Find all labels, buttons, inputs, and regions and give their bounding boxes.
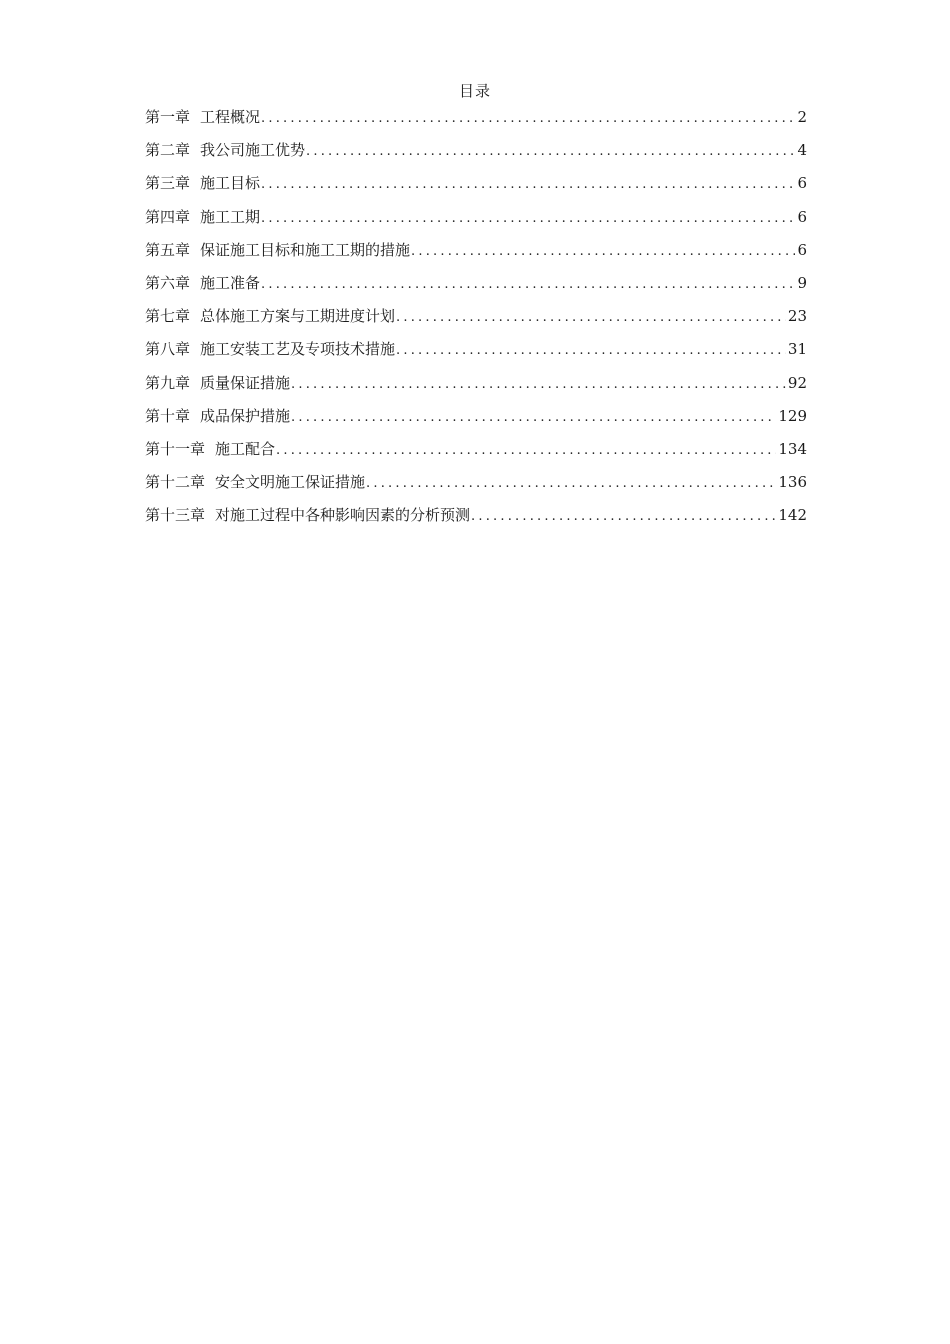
toc-page-number: 134: [778, 439, 807, 458]
toc-chapter-number: 第十章: [145, 406, 191, 425]
toc-dot-leader: [306, 141, 795, 163]
toc-chapter-title: 施工工期: [200, 207, 261, 226]
toc-page-number: 2: [797, 108, 807, 126]
toc-entry[interactable]: [145, 239, 807, 272]
toc-entry[interactable]: [145, 438, 807, 471]
toc-chapter-number: 第六章: [145, 273, 191, 292]
toc-list: [145, 106, 807, 537]
toc-dot-leader: [276, 440, 776, 462]
toc-chapter-number: 第一章: [145, 108, 191, 126]
toc-dot-leader: [291, 407, 776, 429]
toc-page-number: 6: [797, 174, 807, 193]
toc-chapter-title: 保证施工目标和施工工期的措施: [200, 240, 411, 259]
toc-title: 目录: [458, 82, 491, 100]
toc-dot-leader: [261, 108, 795, 130]
toc-chapter-number: 第二章: [145, 141, 191, 160]
toc-entry[interactable]: [145, 504, 807, 537]
toc-chapter-number: 第五章: [145, 240, 191, 259]
toc-chapter-number: 第七章: [145, 307, 191, 326]
toc-chapter-title: 安全文明施工保证措施: [215, 473, 366, 492]
toc-chapter-title: 质量保证措施: [200, 373, 291, 392]
toc-chapter-number: 第三章: [145, 174, 191, 193]
toc-chapter-number: 第九章: [145, 373, 191, 392]
toc-entry[interactable]: [145, 139, 807, 172]
toc-page-number: 23: [787, 307, 807, 326]
toc-dot-leader: [261, 208, 795, 230]
toc-chapter-title: 成品保护措施: [200, 406, 291, 425]
toc-chapter-number: 第八章: [145, 340, 191, 359]
toc-chapter-title: 工程概况: [200, 108, 261, 126]
toc-dot-leader: [261, 274, 795, 296]
toc-dot-leader: [366, 473, 776, 495]
toc-page-number: 142: [778, 506, 807, 525]
toc-entry[interactable]: [145, 172, 807, 205]
toc-page-number: 136: [778, 473, 807, 492]
toc-page-number: 6: [797, 240, 807, 259]
toc-entry[interactable]: [145, 372, 807, 405]
toc-page-number: 31: [787, 340, 807, 359]
toc-entry[interactable]: [145, 206, 807, 239]
toc-chapter-title: 施工目标: [200, 174, 261, 193]
toc-chapter-number: 第十三章: [145, 506, 206, 525]
toc-entry[interactable]: [145, 405, 807, 438]
toc-dot-leader: [291, 374, 786, 396]
toc-page-number: 92: [787, 373, 807, 392]
toc-entry[interactable]: [145, 305, 807, 338]
toc-chapter-title: 对施工过程中各种影响因素的分析预测: [215, 506, 471, 525]
toc-chapter-title: 总体施工方案与工期进度计划: [200, 307, 396, 326]
toc-chapter-number: 第十一章: [145, 439, 206, 458]
toc-entry[interactable]: [145, 471, 807, 504]
toc-chapter-title: 施工准备: [200, 273, 261, 292]
toc-page-number: 4: [797, 141, 807, 160]
toc-dot-leader: [411, 241, 795, 263]
toc-dot-leader: [396, 340, 786, 362]
toc-page-number: 129: [778, 406, 807, 425]
toc-chapter-number: 第十二章: [145, 473, 206, 492]
toc-dot-leader: [396, 307, 786, 329]
toc-entry[interactable]: [145, 106, 807, 139]
toc-page-number: 6: [797, 207, 807, 226]
toc-entry[interactable]: [145, 272, 807, 305]
toc-chapter-number: 第四章: [145, 207, 191, 226]
toc-page-number: 9: [797, 273, 807, 292]
toc-dot-leader: [261, 174, 795, 196]
toc-dot-leader: [471, 506, 776, 528]
toc-entry[interactable]: [145, 338, 807, 371]
toc-chapter-title: 施工配合: [215, 439, 276, 458]
toc-chapter-title: 我公司施工优势: [200, 141, 306, 160]
toc-chapter-title: 施工安装工艺及专项技术措施: [200, 340, 396, 359]
